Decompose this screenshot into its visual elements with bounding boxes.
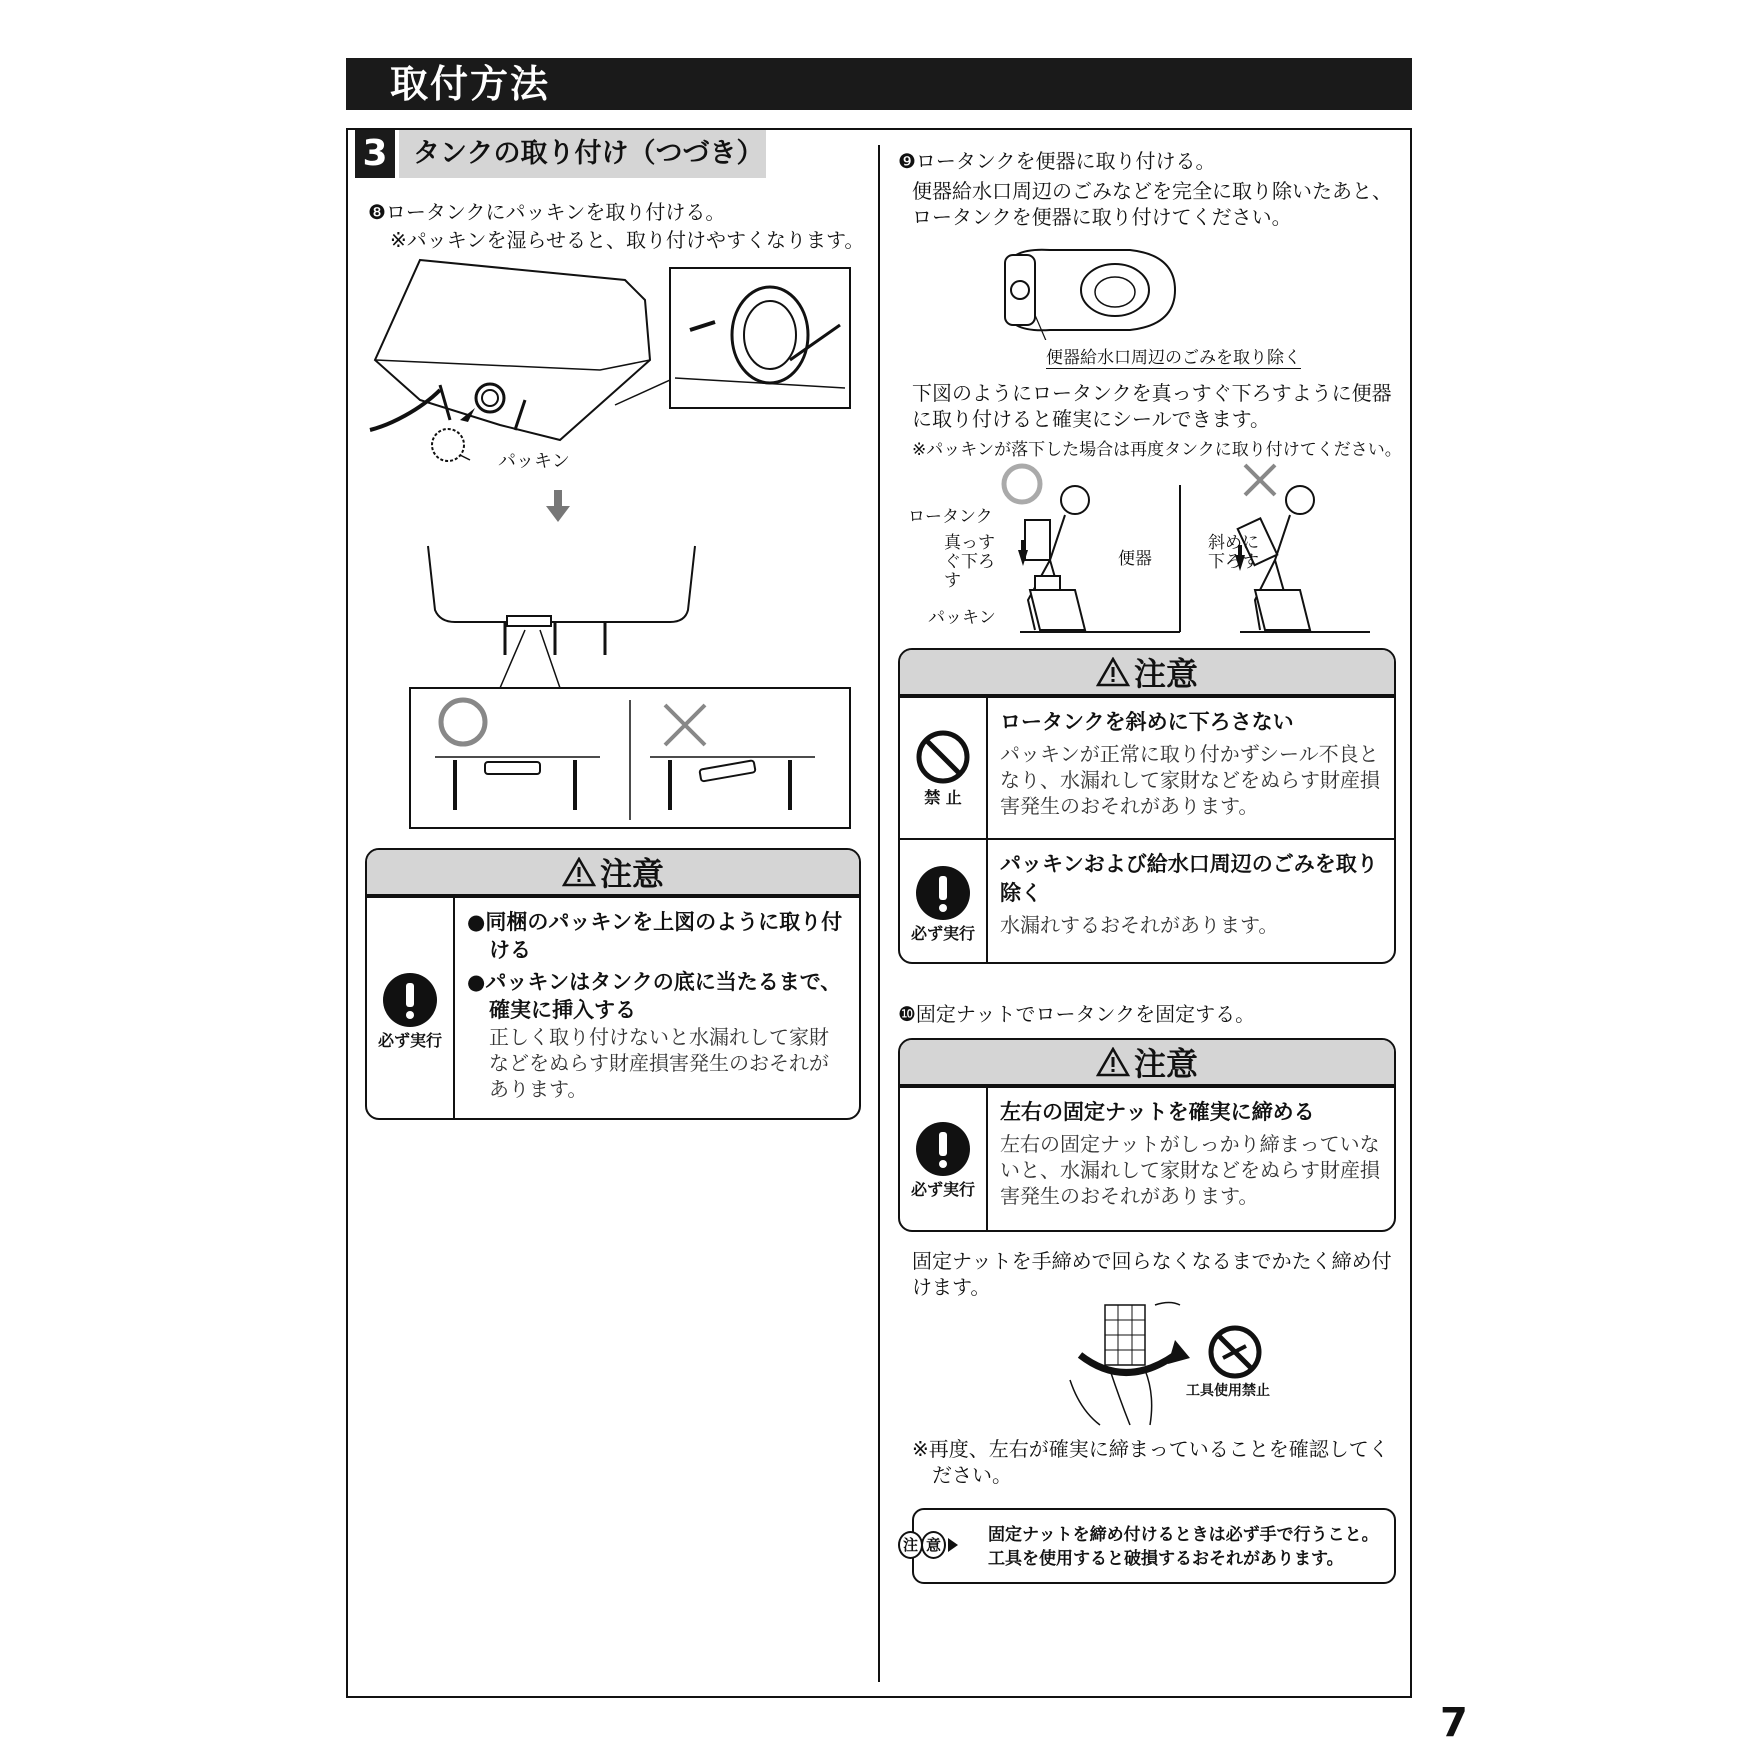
label-straight: 真っすぐ下ろす: [944, 533, 995, 591]
caution-row2-title: パッキンおよび給水口周辺のごみを取り除く: [1000, 852, 1378, 905]
page-number: 7: [1440, 1700, 1468, 1746]
caution-row1-text: パッキンが正常に取り付かずシール不良となり、水漏れして家財などをぬらす財産損害発生のおそれがあります。: [1000, 742, 1380, 818]
recheck-text: ※再度、左右が確実に締まっていることを確認してください。: [912, 1437, 1389, 1487]
warning-triangle-icon: [1096, 1047, 1130, 1077]
caution-box-left: [365, 848, 861, 1120]
toilet-top-figure: [990, 240, 1190, 340]
section-number: 3: [355, 130, 395, 178]
caution-header: 注意: [900, 650, 1394, 696]
prohibition-icon: [915, 729, 971, 785]
packing-label: パッキン: [498, 451, 570, 472]
prohibition-icon-cell: 禁 止: [900, 698, 988, 838]
caution-title: 左右の固定ナットを確実に締める: [1000, 1100, 1315, 1124]
step8-title: ❽ロータンクにパッキンを取り付ける。: [368, 200, 726, 224]
caution-header: 注意: [367, 850, 859, 896]
label-oblique: 斜めに下ろす: [1208, 533, 1259, 572]
exclamation-icon: [915, 1121, 971, 1177]
step9-note2: ※パッキンが落下した場合は再度タンクに取り付けてください。: [912, 440, 1402, 460]
tool-prohibited-label: 工具使用禁止: [1186, 1383, 1270, 1399]
exclamation-icon: [915, 865, 971, 921]
column-divider: [878, 145, 880, 1682]
toilet-inlet-label: 便器給水口周辺のごみを取り除く: [1046, 343, 1301, 369]
label-packing-fig: パッキン: [928, 608, 996, 628]
step9-title: ❾ロータンクを便器に取り付ける。: [898, 149, 1216, 173]
caution-text: 正しく取り付けないと水漏れして家財などをぬらす財産損害発生のおそれがあります。: [489, 1025, 829, 1101]
nut-tightening-figure: [1060, 1300, 1300, 1430]
step9-text2: 下図のようにロータンクを真っすぐ下ろすように便器に取り付けると確実にシールできます。: [912, 381, 1392, 431]
step9-text: 便器給水口周辺のごみなどを完全に取り除いたあと、ロータンクを便器に取り付けてください。: [912, 179, 1392, 229]
label-toilet: 便器: [1118, 549, 1152, 569]
caution-text: 左右の固定ナットがしっかり締まっていないと、水漏れして家財などをぬらす財産損害発生のおそれがあります。: [1000, 1132, 1380, 1208]
note-badge: 注 意: [898, 1528, 958, 1562]
warning-triangle-icon: [1096, 657, 1130, 687]
mandatory-icon-cell: 必ず実行: [900, 840, 988, 964]
label-tank: ロータンク: [908, 507, 993, 527]
note-line-2: 工具を使用すると破損するおそれがあります。: [988, 1549, 1344, 1569]
mandatory-icon-cell: 必ず実行: [367, 898, 455, 1120]
note-line-1: 固定ナットを締め付けるときは必ず手で行うこと。: [988, 1525, 1379, 1545]
caution-bullet-1: ●同梱のパッキンを上図のように取り付ける: [467, 910, 843, 962]
nut-text: 固定ナットを手締めで回らなくなるまでかたく締め付けます。: [912, 1249, 1392, 1299]
warning-triangle-icon: [562, 857, 596, 887]
tank-packing-figure: [360, 250, 860, 840]
exclamation-icon: [382, 972, 438, 1028]
section-title: タンクの取り付け（つづき）: [399, 130, 766, 178]
step10-title: ❿固定ナットでロータンクを固定する。: [898, 1002, 1256, 1026]
caution-row2-text: 水漏れするおそれがあります。: [1000, 913, 1279, 937]
caution-box-right-1: [898, 648, 1396, 964]
note-arrow-icon: [948, 1538, 958, 1552]
caution-box-right-2: [898, 1038, 1396, 1232]
page-title: 取付方法: [390, 62, 551, 106]
mandatory-icon-cell: 必ず実行: [900, 1088, 988, 1232]
caution-bullet-2: ●パッキンはタンクの底に当たるまで、確実に挿入する: [467, 970, 842, 1022]
caution-header: 注意: [900, 1040, 1394, 1086]
step8-note: ※パッキンを湿らせると、取り付けやすくなります。: [390, 228, 865, 252]
caution-row1-title: ロータンクを斜めに下ろさない: [1000, 710, 1294, 734]
